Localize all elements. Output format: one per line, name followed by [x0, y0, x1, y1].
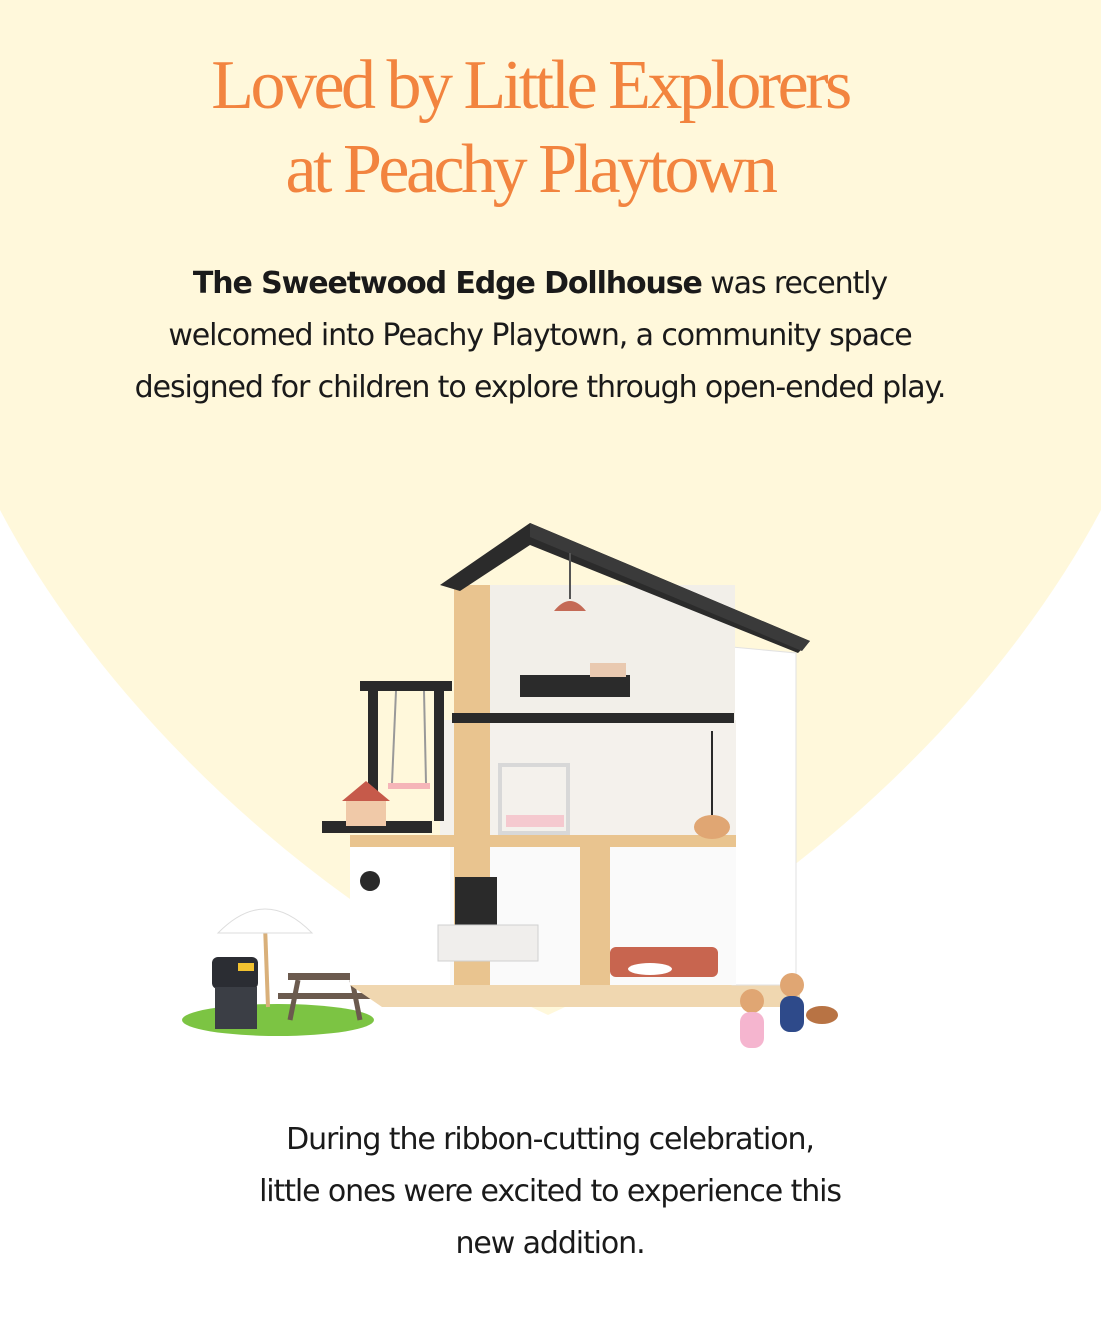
- closing-line-3: new addition.: [455, 1226, 645, 1261]
- closing-paragraph: [160, 1114, 940, 1270]
- headline-line-1: Loved by Little Explorers: [211, 47, 849, 124]
- headline: [0, 44, 1060, 212]
- intro-text: was recently welcomed into Peachy Playtown, a community space designed for children to explore through open-ended play.: [134, 266, 946, 405]
- dollhouse-illustration: [170, 515, 870, 1060]
- product-name: The Sweetwood Edge Dollhouse: [192, 266, 702, 301]
- closing-line-2: little ones were excited to experience this: [259, 1174, 841, 1209]
- closing-line-1: During the ribbon-cutting celebration,: [286, 1122, 814, 1157]
- headline-line-2: at Peachy Playtown: [285, 131, 775, 208]
- intro-paragraph: [130, 258, 950, 414]
